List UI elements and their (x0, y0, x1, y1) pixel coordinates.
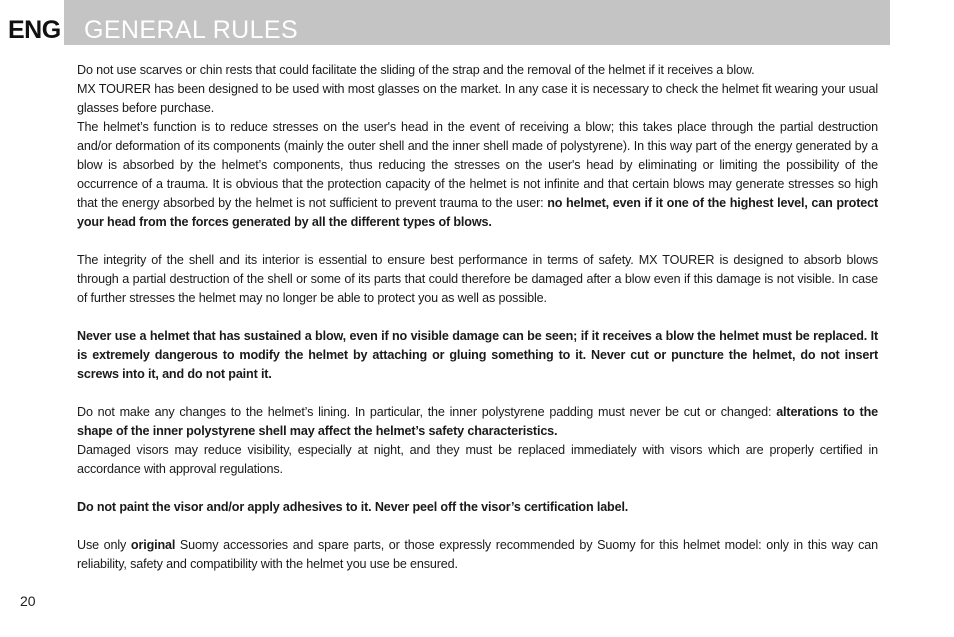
paragraph-text: Use only (77, 538, 131, 552)
paragraph-glasses: MX TOURER has been designed to be used with most glasses on the market. In any case it is necessary to check the helmet fit wearing your usual glasses before purchase. (77, 82, 878, 115)
paragraph-emphasis: Do not paint the visor and/or apply adhesives to it. Never peel off the visor’s certification label. (77, 500, 629, 514)
paragraph-lining (77, 403, 878, 441)
paragraph-visor-warning (77, 498, 878, 517)
paragraph-warning-blow (77, 327, 878, 384)
paragraph-emphasis: original (130, 538, 176, 552)
paragraph-text: Suomy accessories and spare parts, or those expressly recommended by Suomy for this helmet model: only in this way can reliability, safety and compatibility with the helmet you use be ensured. (77, 538, 878, 571)
header-lang-label: ENG (8, 16, 61, 44)
paragraph-accessories (77, 536, 878, 574)
paragraph-scarves: Do not use scarves or chin rests that could facilitate the sliding of the strap and the removal of the helmet if it receives a blow. (77, 63, 755, 77)
paragraph-emphasis: no helmet, even if it one of the highest level, can protect your head from the forces generated by all the different types of blows. (77, 196, 878, 229)
paragraph-visors: Damaged visors may reduce visibility, especially at night, and they must be replaced immediately with visors which are properly certified in accordance with approval regulations. (77, 443, 878, 476)
paragraph-emphasis: alterations to the shape of the inner polystyrene shell may affect the helmet’s safety characteristics. (77, 405, 878, 438)
page-number: 20 (20, 593, 36, 609)
paragraph-emphasis: Never use a helmet that has sustained a blow, even if no visible damage can be seen; if it receives a blow the helmet must be replaced. It is extremely dangerous to modify the helmet by attaching or gluing something to it. Never cut or puncture the helmet, do not insert screws into it, and do not paint it. (77, 329, 878, 381)
paragraph-shell-integrity: The integrity of the shell and its interior is essential to ensure best performance in terms of safety. MX TOURER is designed to absorb blows through a partial destruction of the shell or some of its parts that could therefore be damaged after a blow even if this damage is not visible. In case of further stresses the helmet may no longer be able to protect you as well as possible. (77, 253, 878, 305)
page-title: GENERAL RULES (84, 16, 299, 44)
paragraph-helmet-function (77, 118, 878, 232)
paragraph-text: Do not make any changes to the helmet’s lining. In particular, the inner polystyrene padding must never be cut or changed: (77, 405, 777, 419)
document-body (77, 61, 878, 574)
paragraph-text: The helmet’s function is to reduce stresses on the user's head in the event of receiving a blow; this takes place through the partial destruction and/or deformation of its components (mainly the outer shell and the inner shell made of polystyrene). In this way part of the energy generated by a blow is absorbed by the helmet’s components, thus reducing the stresses on the user's head by eliminating or limiting the possibility of the occurrence of a trauma. It is obvious that the protection capacity of the helmet is not infinite and that certain blows may generate stresses so high that the energy absorbed by the helmet is not sufficient to prevent trauma to the user: (77, 120, 878, 210)
